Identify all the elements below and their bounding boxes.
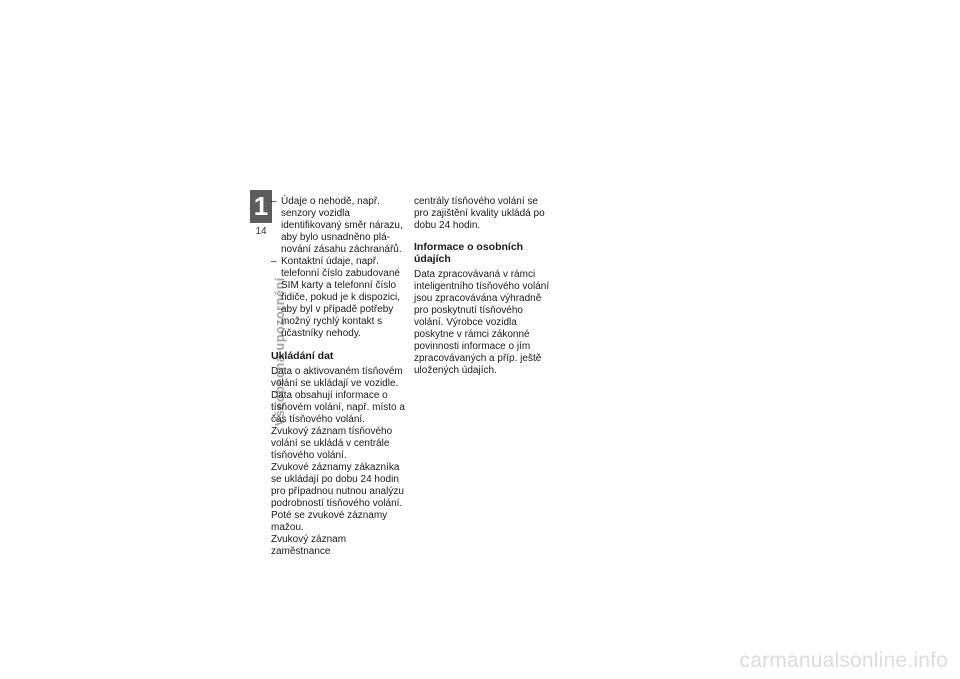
page-number: 14 xyxy=(255,226,267,237)
section-heading-personal-data: Informace o osobních údajích xyxy=(414,241,524,265)
chapter-sidebar xyxy=(250,190,287,426)
paragraph: centrály tísňového volání se pro zajištění kvality ukládá po dobu 24 hodin. xyxy=(414,196,545,231)
chapter-number-badge: 1 xyxy=(250,190,272,223)
paragraph: Data zpracovávaná v rámci inteligentního tísňového volání jsou zpracovávána výhradně pro poskytnutí tísňového volání. Výrobce vozidla poskytne v rámci zákonné povinnosti informace o jím zpracovávaných a příp. ještě uložených údajích. xyxy=(414,269,550,376)
paragraph: Zvukové záznamy zákazníka se ukládají po dobu 24 hodin pro případnou nutnou analýzu podrobností tísňového volání. Poté se zvukové záznamy mažou. xyxy=(271,462,404,533)
watermark-text: carmanualsonline.info xyxy=(739,649,948,672)
left-text-column xyxy=(271,196,407,558)
crash-data-list xyxy=(271,196,407,340)
paragraph: Zvukový záznam tísňového volání se ukládá v centrále tísňového volání. xyxy=(271,426,393,461)
list-item: – Údaje o nehodě, např. senzory vozidla identifikovaný směr nárazu, aby bylo usnadněno plánování zásahu záchranářů. xyxy=(271,196,407,256)
right-text-column xyxy=(414,196,550,377)
paragraph: Data o aktivovaném tísňovém volání se ukládají ve vozidle. Data obsahují informace o tísňovém volání, např. místo a čas tísňového volání. xyxy=(271,366,405,425)
chapter-title: Všeobecná upozornění xyxy=(273,277,287,426)
section-heading-data-storage: Ukládání dat xyxy=(271,350,334,362)
paragraph: Zvukový záznam zaměstnance xyxy=(271,534,347,557)
list-item: – Kontaktní údaje, např. telefonní číslo zabudované SIM karty a telefonní číslo řidiče, pokud je k dispozici, aby byl v případě potřeby možný rychlý kontakt s účastníky nehody. xyxy=(271,256,407,340)
